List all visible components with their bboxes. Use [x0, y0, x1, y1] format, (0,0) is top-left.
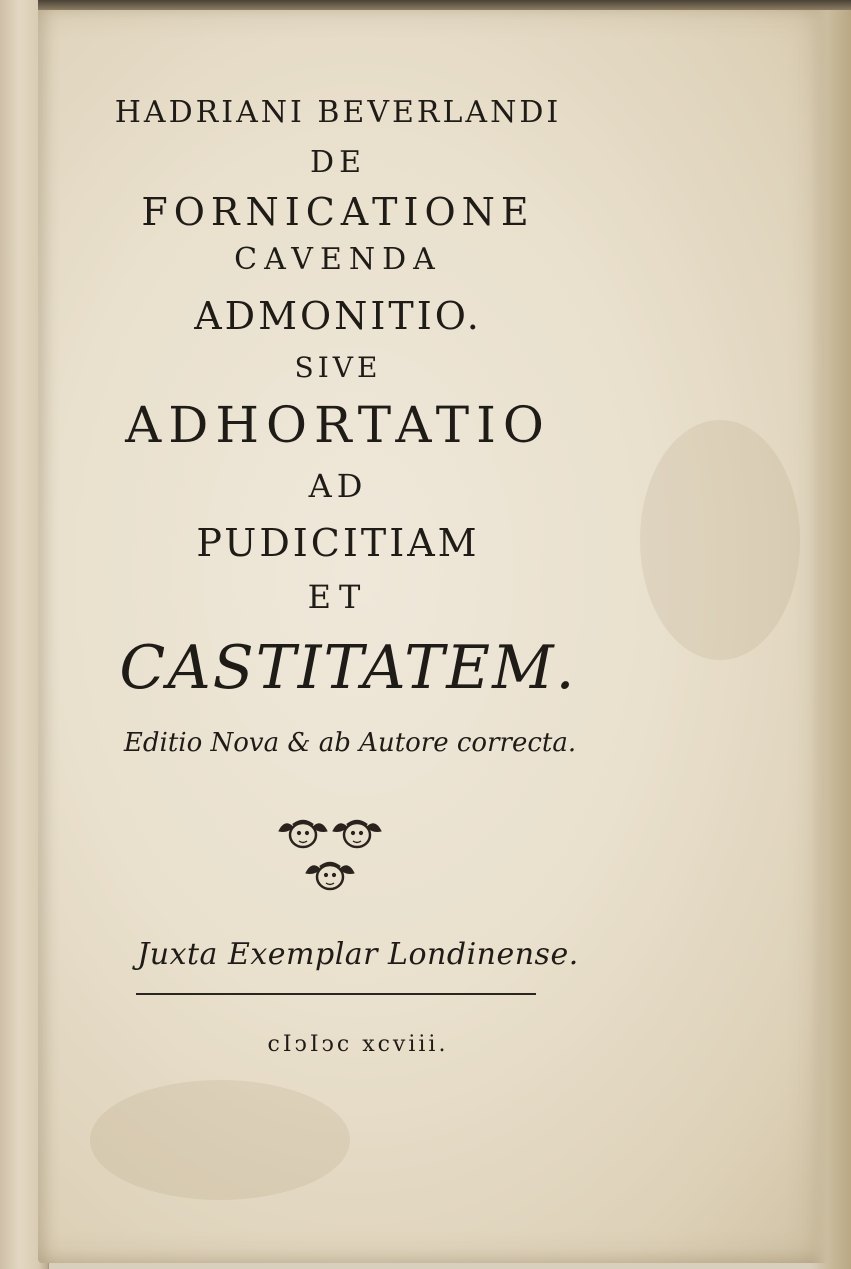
worn-page-edge — [811, 0, 851, 1269]
author-line: HADRIANI BEVERLANDI — [114, 95, 562, 130]
title-word-ad: AD — [308, 467, 368, 505]
title-word-pudicitiam: PUDICITIAM — [196, 521, 480, 565]
title-word-et: ET — [307, 578, 369, 616]
cherub-head-icon — [306, 863, 354, 889]
cherub-head-icon — [279, 821, 327, 847]
paper-stain — [90, 1080, 350, 1200]
page-top-shadow — [38, 0, 851, 10]
title-word-de: DE — [310, 145, 366, 180]
imprint-line: Juxta Exemplar Londinense. — [137, 937, 579, 972]
title-word-fornicatione: FORNICATIONE — [141, 190, 535, 234]
cherub-head-icon — [333, 821, 381, 847]
title-word-sive: SIVE — [294, 351, 382, 384]
title-word-cavenda: CAVENDA — [234, 242, 442, 277]
title-word-admonitio: ADMONITIO. — [194, 294, 482, 338]
horizontal-rule — [136, 993, 536, 995]
paper-stain — [640, 420, 800, 660]
edition-note: Editio Nova & ab Autore correcta. — [123, 728, 577, 758]
title-word-castitatem: CASTITATEM. — [119, 633, 577, 703]
publication-date: cIↄIↄc xcviii. — [267, 1032, 449, 1057]
three-cherub-heads-ornament — [275, 815, 385, 900]
title-word-adhortatio: ADHORTATIO — [125, 396, 551, 454]
